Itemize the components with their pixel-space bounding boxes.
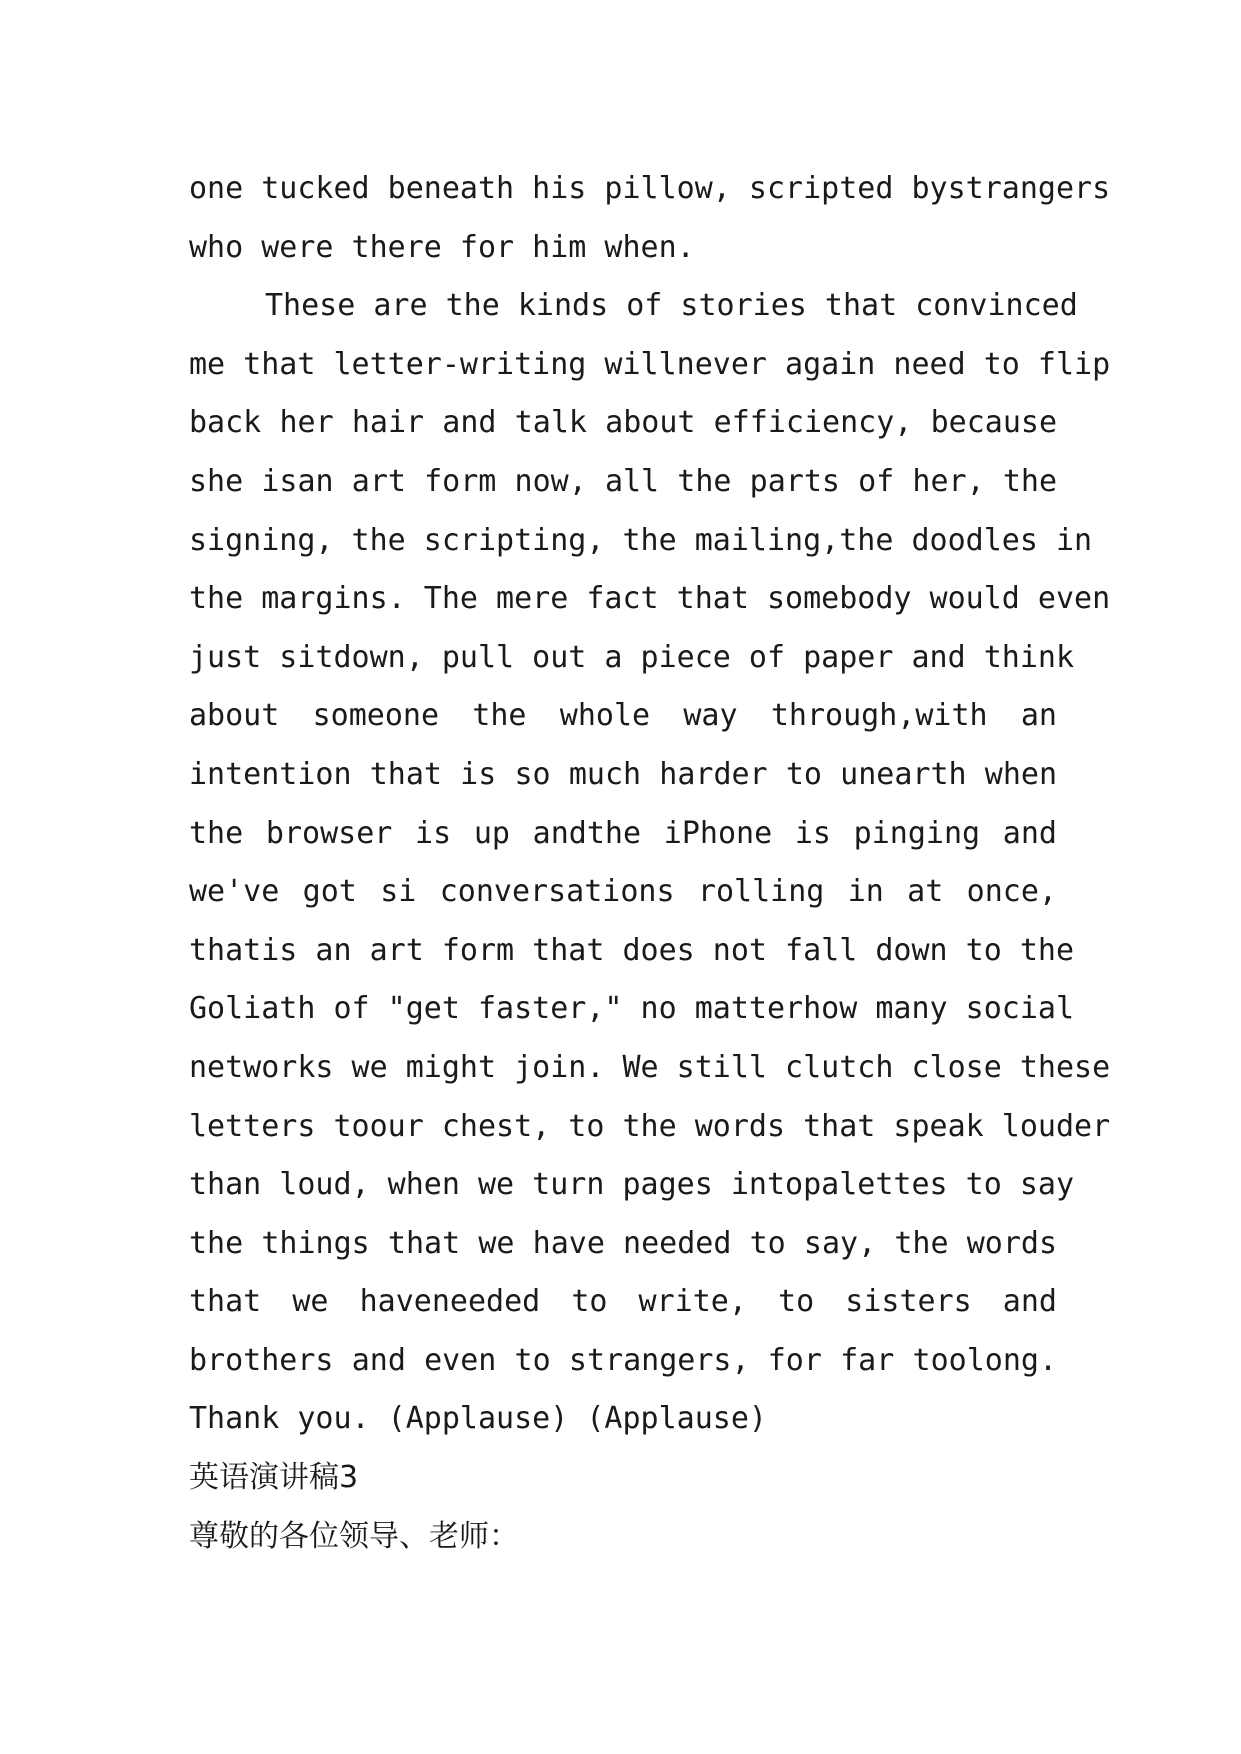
paragraph-first-line: These are the kinds of stories that convinced [265,288,1078,324]
text-line: me that letter-writing willnever again need to flip [189,346,1111,382]
text-line: about someone the whole way through,with an [189,698,1057,734]
section-heading: 英语演讲稿3 [189,1460,359,1496]
salutation: 尊敬的各位领导、老师： [189,1518,519,1554]
text-line: that we haveneeded to write, to sisters and [189,1284,1057,1320]
text-line: one tucked beneath his pillow, scripted bystrangers [189,171,1111,206]
text-line: brothers and even to strangers, for far toolong. [189,1342,1057,1378]
text-line: just sitdown, pull out a piece of paper and think [189,639,1075,675]
text-line: Goliath of "get faster," no matterhow many social [189,991,1075,1027]
text-line: back her hair and talk about efficiency, because [189,405,1057,441]
text-line: the margins. The mere fact that somebody would even [189,581,1111,617]
text-line: we've got si conversations rolling in at once, [189,874,1057,910]
text-line: thatis an art form that does not fall down to the [189,932,1075,968]
text-line: the things that we have needed to say, the words [189,1225,1057,1261]
text-line: letters toour chest, to the words that speak louder [189,1108,1111,1144]
text-line: who were there for him when. [189,229,695,265]
text-line: networks we might join. We still clutch close these [189,1049,1111,1085]
document-body [189,160,1111,1566]
text-line: Thank you. (Applause) (Applause) [189,1401,767,1437]
text-line: signing, the scripting, the mailing,the doodles in [189,522,1093,558]
text-line: intention that is so much harder to unearth when [189,756,1057,792]
text-line: the browser is up andthe iPhone is pinging and [189,815,1057,851]
text-line: than loud, when we turn pages intopalettes to say [189,1167,1075,1203]
text-line: she isan art form now, all the parts of her, the [189,463,1057,499]
